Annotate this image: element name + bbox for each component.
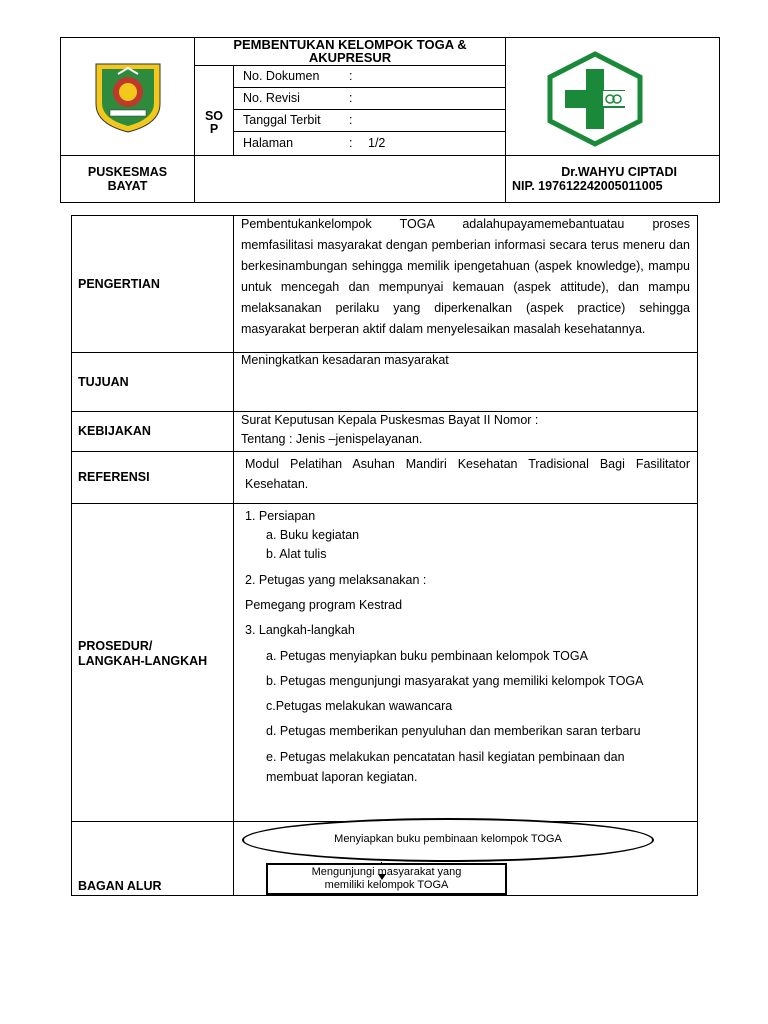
flow-step-2-line2: memiliki kelompok TOGA [324,879,449,891]
sop-label-line1: SO [204,109,224,123]
field-tanggal-terbit-sep: : [349,113,353,127]
prosedur-item: 1. Persiapan [245,509,316,523]
referensi-text: Modul Pelatihan Asuhan Mandiri Kesehatan Tradisional Bagi Fasilitator Kesehatan. [245,457,690,491]
field-tanggal-terbit-label: Tanggal Terbit [243,113,321,127]
prosedur-item: a. Petugas menyiapkan buku pembinaan kelompok TOGA [266,649,588,663]
prosedur-item: membuat laporan kegiatan. [266,770,418,784]
referensi-label: REFERENSI [78,470,150,484]
organization-name-line2: BAYAT [107,179,148,193]
prosedur-item: b. Petugas mengunjungi masyarakat yang memiliki kelompok TOGA [266,674,644,688]
prosedur-item: 3. Langkah-langkah [245,623,355,637]
flow-arrow-head [378,874,386,880]
tujuan-text: Meningkatkan kesadaran masyarakat [241,353,449,367]
field-halaman-label: Halaman [243,136,294,150]
regency-crest-logo [88,60,168,135]
prosedur-label-line2: LANGKAH-LANGKAH [78,654,208,668]
organization-name-line1: PUSKESMAS [87,165,168,179]
field-halaman-sep: : [349,136,353,150]
prosedur-item: e. Petugas melakukan pencatatan hasil kegiatan pembinaan dan [266,750,625,764]
flow-step-2-line1: Mengunjungi masyarakat yang [311,866,462,878]
signer-name: Dr.WAHYU CIPTADI [561,165,677,179]
flow-step-1-text: Menyiapkan buku pembinaan kelompok TOGA [334,833,562,845]
flow-start-ellipse [242,818,654,862]
document-title-line1: PEMBENTUKAN KELOMPOK TOGA & [233,37,467,52]
document-title-line2: AKUPRESUR [308,50,392,65]
pengertian-label: PENGERTIAN [78,277,160,291]
prosedur-label-line1: PROSEDUR/ [78,639,153,653]
sop-label-line2: P [209,122,219,136]
field-no-revisi-sep: : [349,91,353,105]
bagan-alur-label: BAGAN ALUR [78,879,162,893]
kebijakan-line2: Tentang : Jenis –jenispelayanan. [241,432,423,446]
tujuan-label: TUJUAN [78,375,129,389]
prosedur-item: a. Buku kegiatan [266,528,360,542]
kebijakan-line1: Surat Keputusan Kepala Puskesmas Bayat II Nomor : [241,413,539,427]
field-no-revisi-label: No. Revisi [243,91,300,105]
field-no-dokumen-sep: : [349,69,353,83]
field-no-dokumen-label: No. Dokumen [243,69,320,83]
prosedur-item: 2. Petugas yang melaksanakan : [245,573,427,587]
prosedur-item: d. Petugas memberikan penyuluhan dan memberikan saran terbaru [266,724,641,738]
field-halaman-value: 1/2 [368,136,386,150]
prosedur-item: c.Petugas melakukan wawancara [266,699,453,713]
signer-nip: NIP. 197612242005011005 [512,179,663,193]
kebijakan-label: KEBIJAKAN [78,424,151,438]
flow-step-2-box [266,863,507,895]
puskesmas-green-cross-logo [545,51,645,147]
prosedur-item: b. Alat tulis [266,547,327,561]
pengertian-text: Pembentukankelompok TOGA adalahupayamemebantuatau proses memfasilitasi masyarakat dengan pemberian informasi secara terus meneru dan berkesinambungan sehingga memilik ipengetahuan (aspek knowledge), mampu untuk mencegah dan mempunyai kemauan (aspek attitude), dan mampu melaksanakan perilaku yang diperkenalkan (aspek practice) sehingga masyarakat berperan aktif dalam menyelesaikan masalah kesehatannya. [241,217,690,336]
prosedur-item: Pemegang program Kestrad [245,598,403,612]
